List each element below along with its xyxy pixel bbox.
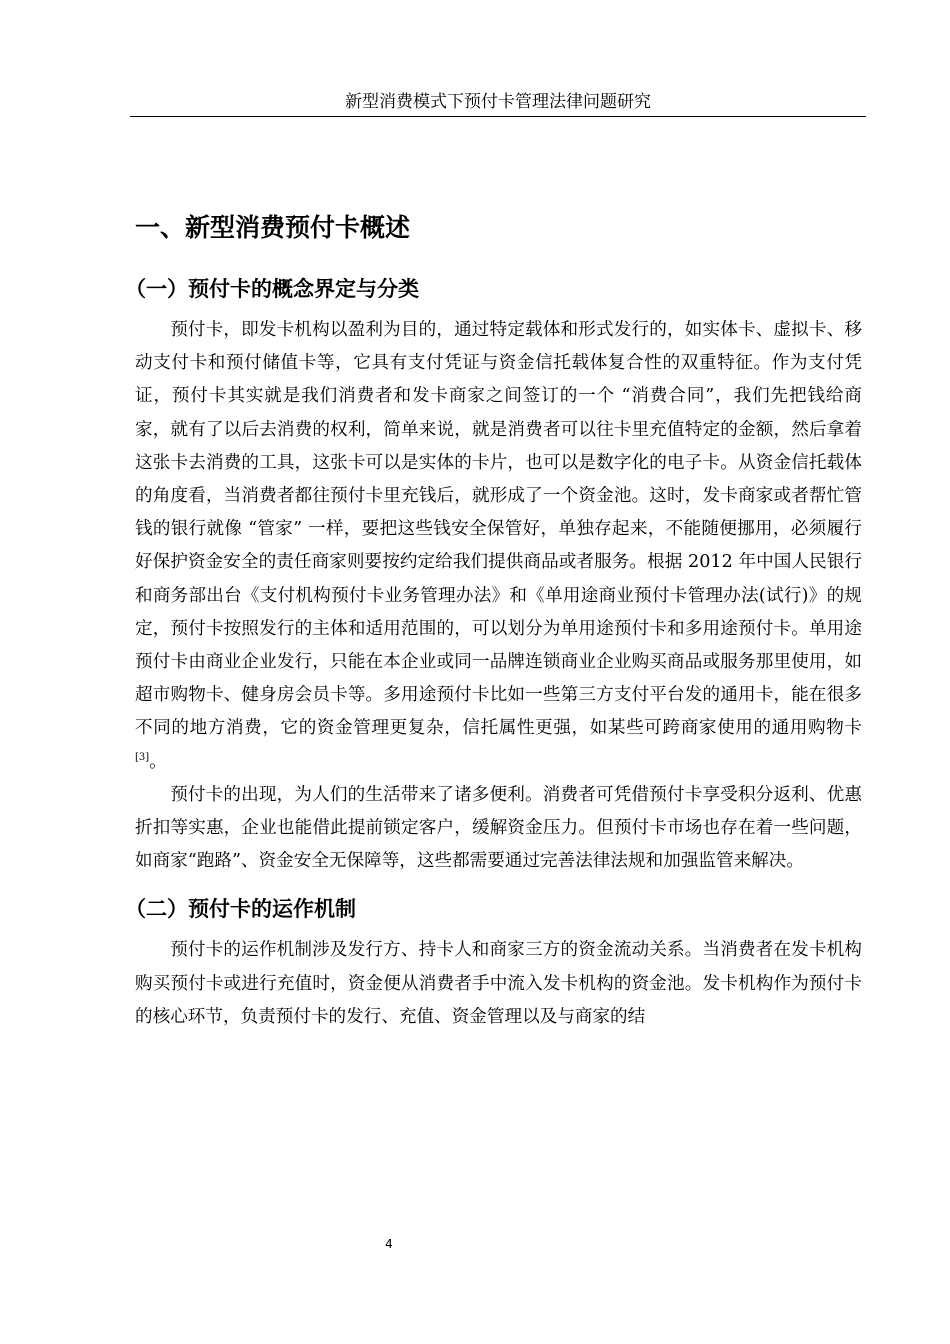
paragraph-definition-end: 。	[149, 751, 167, 772]
section-heading-1: （一）预付卡的概念界定与分类	[125, 277, 419, 301]
section-heading-2: （二）预付卡的运作机制	[125, 897, 356, 922]
running-header: 新型消费模式下预付卡管理法律问题研究	[345, 92, 651, 112]
paragraph-definition	[135, 314, 862, 779]
page-number-text: 4	[385, 1237, 393, 1251]
document-body	[125, 208, 862, 1034]
page-number	[0, 1236, 950, 1252]
paragraph-mechanism: 预付卡的运作机制涉及发行方、持卡人和商家三方的资金流动关系。当消费者在发卡机构购买预付卡或进行充值时，资金便从消费者手中流入发卡机构的资金池。发卡机构作为预付卡的核心环节，负责预付卡的发行、充值、资金管理以及与商家的结	[135, 940, 862, 1027]
citation-ref: [3]	[135, 751, 150, 763]
paragraph-definition-text: 预付卡，即发卡机构以盈利为目的，通过特定载体和形式发行的，如实体卡、虚拟卡、移动支付卡和预付储值卡等，它具有支付凭证与资金信托载体复合性的双重特征。作为支付凭证，预付卡其实就是我们消费者和发卡商家之间签订的一个 “消费合同”，我们先把钱给商家，就有了以后去消费的权利，简单来说，就是消费者可以往卡里充值特定的金额，然后拿着这张卡去消费的工具，这张卡可以是实体的卡片，也可以是数字化的电子卡。从资金信托载体的角度看，当消费者都往预付卡里充钱后，就形成了一个资金池。这时，发卡商家或者帮忙管钱的银行就像 “管家” 一样，要把这些钱安全保管好，单独存起来，不能随便挪用，必须履行好保护资金安全的责任商家则要按约定给我们提供商品或者服务。根据 2012 年中国人民银行和商务部出台《支付机构预付卡业务管理办法》和《单用途商业预付卡管理办法(试行)》的规定，预付卡按照发行的主体和适用范围的，可以划分为单用途预付卡和多用途预付卡。单用途预付卡由商业企业发行，只能在本企业或同一品牌连锁商业企业购买商品或服务那里使用，如超市购物卡、健身房会员卡等。多用途预付卡比如一些第三方支付平台发的通用卡，能在很多不同的地方消费，它的资金管理更复杂，信托属性更强，如某些可跨商家使用的通用购物卡	[135, 320, 862, 739]
paragraph-benefits: 预付卡的出现，为人们的生活带来了诸多便利。消费者可凭借预付卡享受积分返利、优惠折扣等实惠，企业也能借此提前锁定客户，缓解资金压力。但预付卡市场也存在着一些问题，如商家“跑路”、资金安全无保障等，这些都需要通过完善法律法规和加强监管来解决。	[135, 784, 862, 872]
chapter-heading: 一、新型消费预付卡概述	[135, 213, 411, 242]
header-divider	[130, 116, 866, 117]
